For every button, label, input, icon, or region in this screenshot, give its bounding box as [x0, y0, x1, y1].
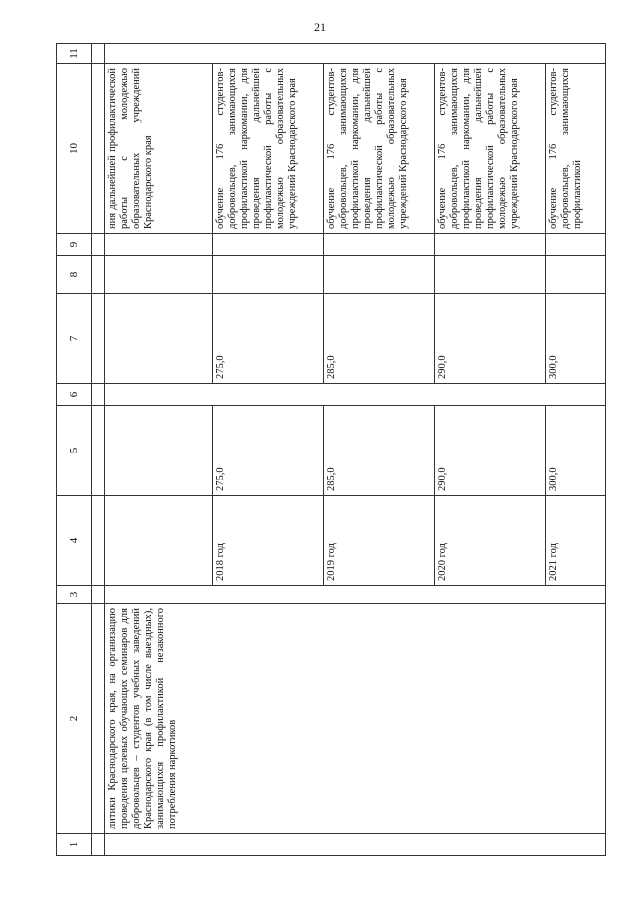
table-row	[105, 44, 213, 856]
col-header: 10	[57, 64, 92, 234]
amount-cell: 290,0	[435, 406, 546, 496]
year-cell: 2019 год	[324, 496, 435, 586]
header-row	[57, 44, 92, 856]
result-text: обучение 176 студентов-добровольцев, занимающихся профилактикой наркомании, для проведения дальнейшей профилактической работы с молодежью образовательных учреждений Краснодарского края	[324, 64, 435, 234]
amount-cell: 275,0	[213, 294, 324, 384]
amount-cell: 275,0	[213, 406, 324, 496]
page-number: 21	[314, 20, 326, 34]
col-header: 6	[57, 384, 92, 406]
col-header: 7	[57, 294, 92, 384]
col-header: 4	[57, 496, 92, 586]
year-cell: 2020 год	[435, 496, 546, 586]
rotated-table-container	[56, 44, 606, 856]
col-header: 8	[57, 256, 92, 294]
measure-description: литики Краснодарского края, на организацию проведения целевых обучающих семинаров для добровольцев – студентов учебных заведений Краснодарского края (в том числе выездных), занимающихся профилактикой незаконного потребления наркотиков	[105, 604, 606, 834]
year-cell: 2018 год	[213, 496, 324, 586]
result-text: обучение 176 студентов-добровольцев, занимающихся профилактикой наркомании, для проведения дальнейшей профилактической работы с молодежью образовательных учреждений Краснодарского края	[435, 64, 546, 234]
col-header: 2	[57, 604, 92, 834]
col-header: 1	[57, 834, 92, 856]
result-text: ния дальнейшей профилактической работы с молодежью образовательных учреждений Краснодарского края	[105, 64, 213, 234]
col-header: 5	[57, 406, 92, 496]
program-table	[56, 43, 606, 856]
amount-cell: 285,0	[324, 406, 435, 496]
result-text: обучение 176 студентов-добровольцев, занимающихся профилактикой наркомании, для проведения дальнейшей профилактической работы с молодежью образовательных учреждений Краснодарского края	[213, 64, 324, 234]
col-header: 11	[57, 44, 92, 64]
amount-cell: 285,0	[324, 294, 435, 384]
table-row	[92, 44, 105, 856]
col-header: 9	[57, 234, 92, 256]
amount-cell: 290,0	[435, 294, 546, 384]
col-header: 3	[57, 586, 92, 604]
result-text: обучение 176 студентов-добровольцев, занимающихся профилактикой	[546, 64, 606, 234]
amount-cell: 300,0	[546, 294, 606, 384]
year-cell: 2021 год	[546, 496, 606, 586]
amount-cell: 300,0	[546, 406, 606, 496]
